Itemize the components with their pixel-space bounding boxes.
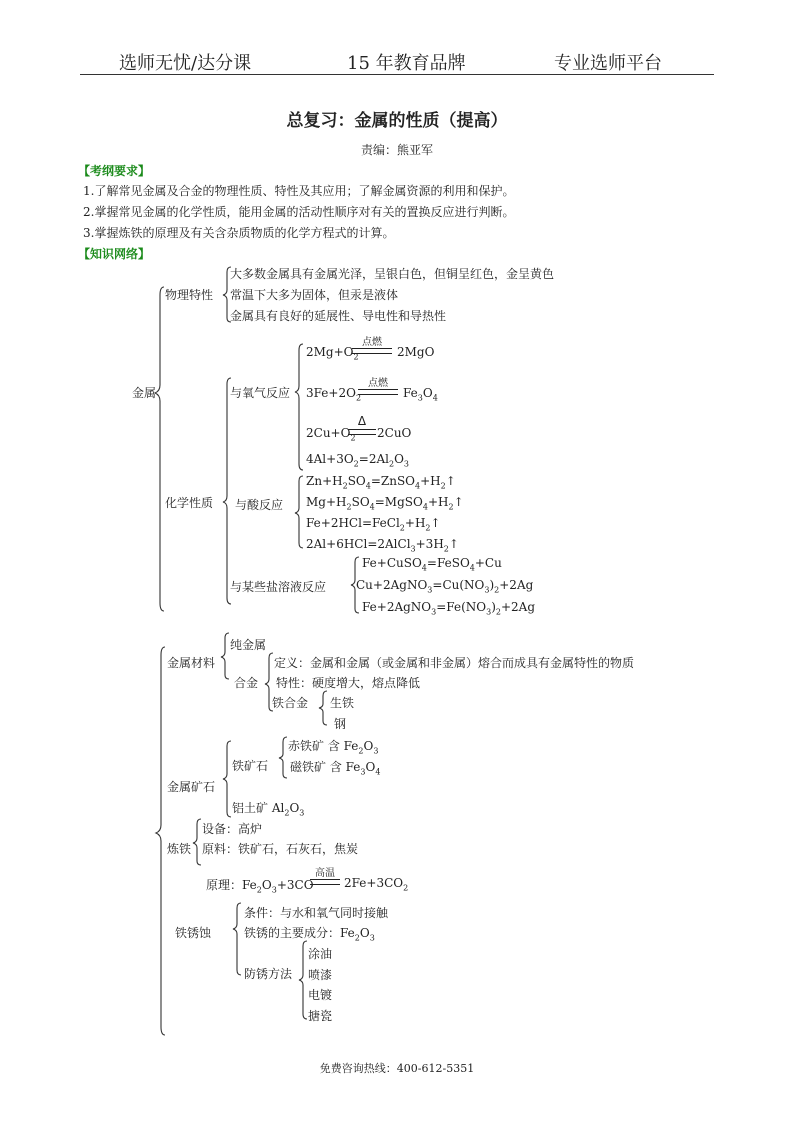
prevention-oil: 涂油 bbox=[308, 947, 333, 961]
alloy-property: 特性：硬度增大，熔点降低 bbox=[276, 676, 421, 690]
brace-oxygen bbox=[292, 342, 306, 472]
page-title: 总复习：金属的性质（提高） bbox=[286, 111, 508, 131]
smelting-products: $2Fe+3CO_2$ bbox=[344, 876, 409, 893]
eq-zn-acid: $Zn+H_2SO_4=ZnSO_4+H_2↑$ bbox=[306, 474, 456, 491]
pig-iron: 生铁 bbox=[330, 696, 355, 710]
node-rust-prevention: 防锈方法 bbox=[244, 967, 293, 981]
section-network: 【知识网络】 bbox=[78, 247, 151, 261]
physical-item-3: 金属具有良好的延展性、导电性和导热性 bbox=[230, 309, 447, 323]
brace-tree2 bbox=[152, 645, 168, 1037]
prevention-enamel: 搪瓷 bbox=[308, 1009, 333, 1023]
node-smelting: 炼铁 bbox=[167, 842, 192, 856]
node-ores: 金属矿石 bbox=[167, 780, 216, 794]
physical-item-1: 大多数金属具有金属光泽，呈银白色，但铜呈红色，金呈黄色 bbox=[230, 267, 555, 281]
eq-fe3o4: $Fe_3O_4$ bbox=[403, 386, 438, 403]
editor-line: 责编：熊亚军 bbox=[360, 143, 433, 157]
section-requirements: 【考纲要求】 bbox=[78, 164, 151, 178]
cond-ignite-2: 点燃 bbox=[368, 378, 388, 389]
cond-heat: Δ bbox=[357, 414, 367, 428]
rust-condition: 条件：与水和氧气同时接触 bbox=[244, 906, 389, 920]
bauxite: 铝土矿 $Al_2O_3$ bbox=[232, 801, 305, 818]
prevention-paint: 喷漆 bbox=[308, 968, 333, 982]
eq-fe-acid: $Fe+2HCl=FeCl_2+H_2↑$ bbox=[306, 516, 441, 533]
node-rust: 铁锈蚀 bbox=[175, 926, 212, 940]
equals-sign bbox=[348, 429, 376, 435]
eq-al-acid: $2Al+6HCl=2AlCl_3+3H_2↑$ bbox=[306, 537, 459, 554]
alloy-definition: 定义：金属和金属（或金属和非金属）熔合而成具有金属特性的物质 bbox=[274, 656, 635, 670]
node-chemical: 化学性质 bbox=[165, 496, 214, 510]
eq-fe-cuso4: Fe+CuSO$_4$=FeSO$_4$+Cu bbox=[362, 556, 502, 573]
smelting-principle: 原理：$Fe_2O_3+3CO$ bbox=[206, 878, 314, 895]
eq-al-o2: $4Al+3O_2=2Al_2O_3$ bbox=[306, 452, 409, 469]
header-right: 专业选师平台 bbox=[554, 53, 662, 74]
equals-sign bbox=[358, 389, 398, 395]
header-divider bbox=[80, 74, 714, 75]
equals-sign bbox=[352, 348, 392, 354]
node-materials: 金属材料 bbox=[167, 656, 216, 670]
brace-chemical bbox=[220, 376, 234, 606]
cond-high-temp: 高温 bbox=[315, 868, 335, 879]
requirement-1: 1.了解常见金属及合金的物理性质、特性及其应用；了解金属资源的利用和保护。 bbox=[83, 184, 515, 198]
magnetite: 磁铁矿 含 $Fe_3O_4$ bbox=[290, 760, 381, 777]
smelting-equipment: 设备：高炉 bbox=[202, 822, 263, 836]
prevention-plating: 电镀 bbox=[308, 988, 333, 1002]
node-physical: 物理特性 bbox=[165, 288, 214, 302]
eq-fe-o2: $3Fe+2O_2$ bbox=[306, 386, 362, 403]
physical-item-2: 常温下大多为固体，但汞是液体 bbox=[230, 288, 399, 302]
header-left: 选师无忧/达分课 bbox=[119, 53, 252, 74]
eq-mg-o2: $2Mg+O_2$ bbox=[306, 345, 359, 362]
eq-cu-o2: $2Cu+O_2$ bbox=[306, 426, 356, 443]
brace-acid bbox=[292, 475, 306, 551]
node-salt: 与某些盐溶液反应 bbox=[230, 580, 327, 594]
node-alloy: 合金 bbox=[234, 676, 259, 690]
brace-iron-alloy bbox=[316, 690, 330, 726]
rust-component: 铁锈的主要成分：$Fe_2O_3$ bbox=[244, 926, 375, 943]
eq-fe-agno3: $Fe+2AgNO_3=Fe(NO_3)_2+2Ag$ bbox=[362, 600, 536, 617]
node-iron-alloy: 铁合金 bbox=[272, 696, 309, 710]
hematite: 赤铁矿 含 $Fe_2O_3$ bbox=[288, 739, 379, 756]
cond-ignite-1: 点燃 bbox=[362, 337, 382, 348]
equals-sign bbox=[310, 879, 340, 885]
node-pure-metal: 纯金属 bbox=[230, 638, 267, 652]
node-iron-ore: 铁矿石 bbox=[232, 759, 269, 773]
eq-mgo: 2MgO bbox=[397, 345, 435, 359]
steel: 钢 bbox=[334, 717, 347, 731]
eq-cuo: 2CuO bbox=[377, 426, 412, 440]
node-oxygen: 与氧气反应 bbox=[230, 386, 291, 400]
requirement-3: 3.掌握炼铁的原理及有关含杂质物质的化学方程式的计算。 bbox=[83, 226, 395, 240]
requirement-2: 2.掌握常见金属的化学性质，能用金属的活动性顺序对有关的置换反应进行判断。 bbox=[83, 205, 515, 219]
header-center: 15 年教育品牌 bbox=[347, 53, 466, 74]
brace-metal bbox=[150, 285, 170, 615]
smelting-raw: 原料：铁矿石，石灰石，焦炭 bbox=[202, 842, 359, 856]
footer-hotline: 免费咨询热线：400-612-5351 bbox=[319, 1062, 475, 1075]
node-metal: 金属 bbox=[132, 386, 157, 400]
brace-rust bbox=[230, 902, 244, 978]
node-acid: 与酸反应 bbox=[235, 498, 284, 512]
eq-mg-acid: $Mg+H_2SO_4=MgSO_4+H_2↑$ bbox=[306, 495, 464, 512]
eq-cu-agno3: $Cu+2AgNO_3=Cu(NO_3)_2+2Ag$ bbox=[356, 578, 534, 595]
